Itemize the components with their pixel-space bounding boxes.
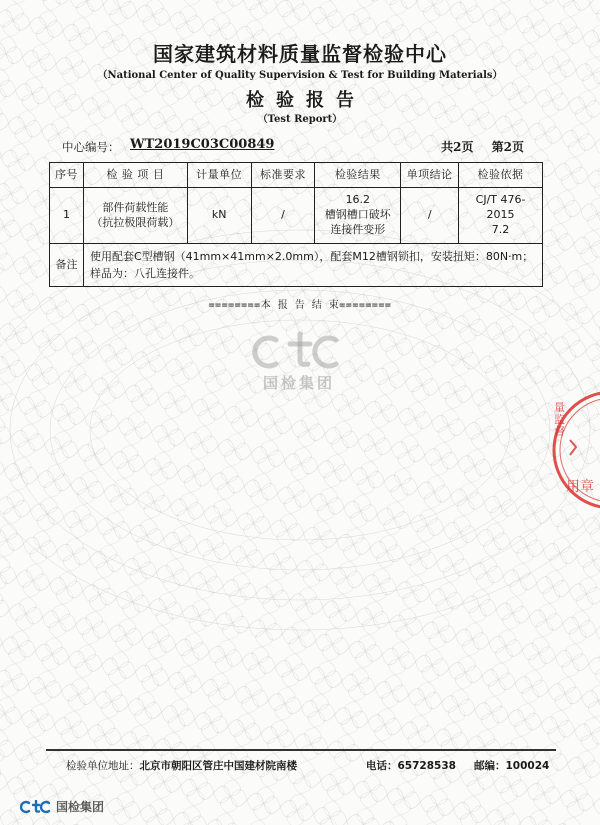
seal-text-top: 量监督 [554, 401, 565, 438]
zip-label: 邮编： [474, 760, 506, 772]
address-value: 北京市朝阳区管庄中国建材院南楼 [139, 760, 297, 772]
header-item: 检 验 项 目 [83, 163, 187, 188]
organization-title-cn: 国家建筑材料质量监督检验中心 [153, 42, 447, 66]
remark-text: 使用配套C型槽钢（41mm×41mm×2.0mm），配套M12槽钢锁扣，安装扭矩：80N·m；样品为：八孔连接件。 [83, 244, 542, 287]
watermark-text: 国检集团 [262, 374, 335, 392]
footer-info [66, 758, 556, 773]
cell-item [83, 188, 187, 244]
brand-footer [20, 796, 104, 816]
table-header-row [50, 163, 543, 188]
header-no: 序号 [50, 163, 84, 188]
remark-label: 备注 [50, 244, 84, 287]
footer-divider [46, 749, 556, 751]
cell-unit: kN [187, 188, 251, 244]
test-results-table [49, 162, 543, 287]
page-indicator [427, 138, 524, 155]
zip-value: 100024 [505, 760, 550, 772]
end-of-report-marker: ========本 报 告 结 束======== [208, 300, 392, 311]
cell-result [315, 188, 401, 244]
organization-title-en: （National Center of Quality Supervision & Test for Building Materials） [97, 70, 503, 81]
seal-text-bottom: 用章 [566, 479, 594, 495]
cell-basis [459, 188, 543, 244]
current-page: 第2页 [491, 140, 524, 154]
cell-conclusion: / [401, 188, 459, 244]
address-label: 检验单位地址： [66, 760, 140, 772]
zip-info [474, 758, 549, 773]
report-meta-row [62, 137, 524, 157]
cell-requirement: / [251, 188, 315, 244]
center-number-label: 中心编号： [62, 140, 120, 154]
report-title-en: （Test Report） [257, 114, 343, 125]
result-line-2: 槽钢槽口破坏 [324, 208, 391, 222]
basis-line-2: 7.2 [491, 222, 510, 236]
header-conclusion: 单项结论 [401, 163, 459, 188]
result-line-1: 16.2 [345, 193, 371, 207]
header-basis: 检验依据 [459, 163, 543, 188]
header-unit: 计量单位 [187, 163, 251, 188]
remark-row [50, 244, 543, 287]
item-line-2: （抗拉极限荷载） [91, 215, 180, 229]
cell-no: 1 [50, 188, 84, 244]
brand-name: 国检集团 [56, 800, 105, 814]
ctc-brand-logo-icon [20, 800, 52, 814]
result-line-3: 连接件变形 [330, 222, 386, 236]
center-number: WT2019C03C00849 [130, 137, 275, 152]
phone-info [366, 758, 456, 773]
phone-value: 65728538 [397, 760, 456, 772]
total-pages: 共2页 [441, 140, 474, 154]
header-requirement: 标准要求 [251, 163, 315, 188]
table-row [50, 188, 543, 244]
report-title-cn: 检验报告 [246, 90, 366, 111]
item-line-1: 部件荷载性能 [102, 200, 169, 214]
header-result: 检验结果 [315, 163, 401, 188]
basis-line-1: CJ/T 476-2015 [475, 193, 526, 222]
phone-label: 电话： [366, 760, 398, 772]
